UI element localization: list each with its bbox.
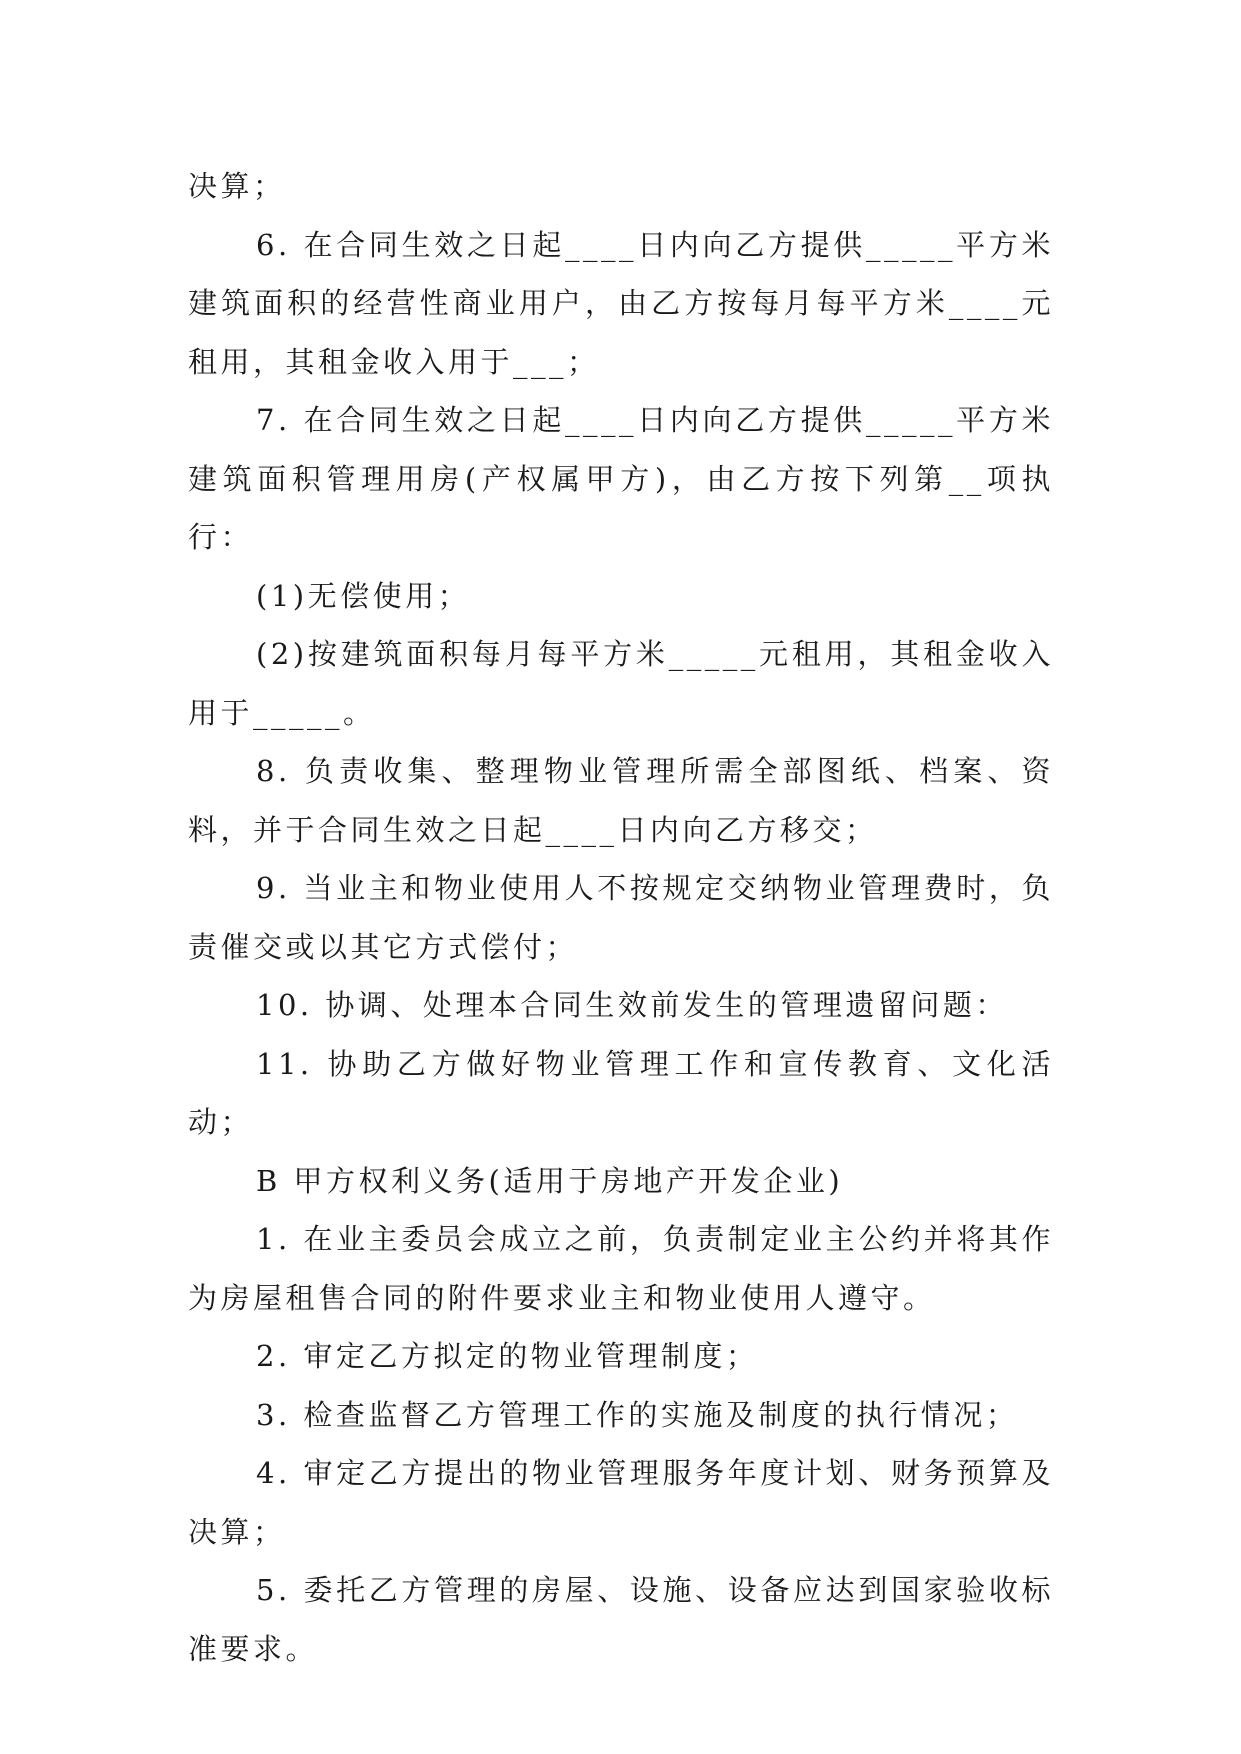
document-body [188,157,1054,1678]
paragraph-b-item-1: 1. 在业主委员会成立之前，负责制定业主公约并将其作为房屋租售合同的附件要求业主和物业使用人遵守。 [188,1222,1054,1315]
paragraph-item-8: 8. 负责收集、整理物业管理所需全部图纸、档案、资料，并于合同生效之日起____日内向乙方移交； [188,754,1054,847]
paragraph-subitem-2: (2)按建筑面积每月每平方米_____元租用，其租金收入用于_____。 [188,637,1054,730]
paragraph-b-item-3: 3. 检查监督乙方管理工作的实施及制度的执行情况； [256,1397,1019,1432]
paragraph-b-item-2: 2. 审定乙方拟定的物业管理制度； [256,1339,759,1373]
paragraph-b-item-4: 4. 审定乙方提出的物业管理服务年度计划、财务预算及决算； [188,1456,1054,1549]
paragraph-item-11: 11. 协助乙方做好物业管理工作和宣传教育、文化活动； [188,1046,1054,1139]
paragraph-subitem-1: (1)无偿使用； [256,578,471,613]
paragraph-b-item-5: 5. 委托乙方管理的房屋、设施、设备应达到国家验收标准要求。 [188,1573,1054,1666]
paragraph-continuation: 决算； [188,169,286,203]
paragraph-item-6: 6. 在合同生效之日起____日内向乙方提供_____平方米建筑面积的经营性商业用户，由乙方按每月每平方米____元租用，其租金收入用于___； [188,227,1054,379]
paragraph-item-10: 10. 协调、处理本合同生效前发生的管理遗留问题： [256,988,1008,1022]
section-heading-b: B 甲方权利义务(适用于房地产开发企业) [256,1163,844,1198]
paragraph-item-7: 7. 在合同生效之日起____日内向乙方提供_____平方米建筑面积管理用房(产权属甲方)，由乙方按下列第__项执行： [188,403,1054,554]
paragraph-item-9: 9. 当业主和物业使用人不按规定交纳物业管理费时，负责催交或以其它方式偿付； [188,871,1054,964]
